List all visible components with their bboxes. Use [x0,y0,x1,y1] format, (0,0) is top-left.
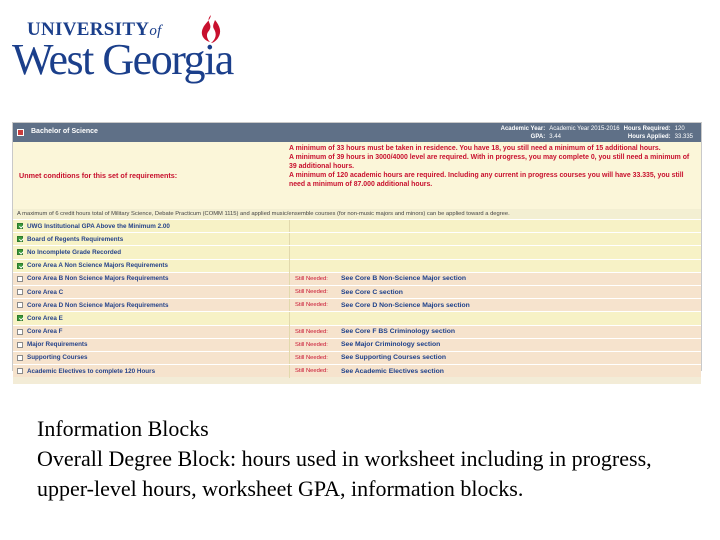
requirement-name[interactable]: No Incomplete Grade Recorded [27,248,122,256]
collapse-icon[interactable] [17,129,24,136]
still-needed-label: Still Needed: [295,275,328,282]
checked-box-icon [17,223,23,229]
logo-west-georgia-text: West Georgia [12,35,233,84]
unchecked-box-icon [17,355,23,361]
column-divider [289,312,290,325]
unmet-message: A minimum of 33 hours must be taken in residence. You have 18, you still need a minimum of 15 additional hours. [289,145,661,152]
unmet-conditions [13,142,701,209]
requirement-name[interactable]: Core Area A Non Science Majors Requirements [27,262,169,270]
checked-box-icon [17,263,23,269]
logo-university-text: UNIVERSITYof [27,19,162,40]
academic-year-label: Academic Year: [500,126,546,132]
still-needed-label: Still Needed: [295,354,328,361]
see-section-link[interactable]: See Core F BS Criminology section [341,328,456,336]
requirement-name[interactable]: Core Area C [27,288,64,296]
academic-year-value: Academic Year 2015-2016 [549,126,620,132]
requirement-name[interactable]: Board of Regents Requirements [27,235,124,243]
still-needed-label: Still Needed: [295,328,328,335]
column-divider [289,365,290,378]
still-needed-label: Still Needed: [295,289,328,296]
block-meta [499,125,695,141]
column-divider [289,299,290,312]
hours-required-label: Hours Required: [623,126,671,132]
unchecked-box-icon [17,368,23,374]
requirement-row[interactable] [13,364,701,377]
unmet-conditions-label: Unmet conditions for this set of requirements: [19,171,178,180]
unchecked-box-icon [17,276,23,282]
column-divider [289,233,290,246]
caption-title: Information Blocks [37,416,209,441]
gpa-label: GPA: [530,134,546,140]
unchecked-box-icon [17,329,23,335]
block-note: A maximum of 6 credit hours total of Military Science, Debate Practicum (COMM 1115) and applied music/ensemble courses (for non-music majors and minors) can be applied toward a degree. [13,209,701,219]
unchecked-box-icon [17,289,23,295]
gpa-value: 3.44 [549,134,561,140]
still-needed-label: Still Needed: [295,302,328,309]
hours-applied-label: Hours Applied: [627,134,671,140]
see-section-link[interactable]: See Major Criminology section [341,341,441,349]
requirement-row[interactable] [13,245,701,258]
unmet-message: A minimum of 39 hours in 3000/4000 level are required. With in progress, you may complete 0, you still need a minimum of 39 additional hours. [289,154,690,170]
requirement-row[interactable] [13,351,701,364]
requirement-row[interactable] [13,325,701,338]
requirement-list [13,219,701,377]
unmet-message: A minimum of 120 academic hours are required. Including any current in progress courses you will have 33.335, you still need a minimum of 87.000 additional hours. [289,172,684,188]
checked-box-icon [17,315,23,321]
block-footer [13,377,701,384]
column-divider [289,338,290,351]
requirement-row[interactable] [13,232,701,245]
column-divider [289,351,290,364]
column-divider [289,286,290,299]
requirement-row[interactable] [13,311,701,324]
unchecked-box-icon [17,342,23,348]
checked-box-icon [17,249,23,255]
see-section-link[interactable]: See Core D Non-Science Majors section [341,301,470,309]
requirement-row[interactable] [13,338,701,351]
requirement-row[interactable] [13,272,701,285]
requirement-name[interactable]: UWG Institutional GPA Above the Minimum 2.00 [27,222,170,230]
column-divider [289,246,290,259]
requirement-name[interactable]: Academic Electives to complete 120 Hours [27,367,156,375]
hours-required-value: 120 [674,126,685,132]
see-section-link[interactable]: See Academic Electives section [341,367,444,375]
requirement-name[interactable]: Core Area F [27,328,63,336]
requirement-row[interactable] [13,219,701,232]
requirement-name[interactable]: Supporting Courses [27,354,88,362]
university-logo [12,14,252,86]
column-divider [289,259,290,272]
still-needed-label: Still Needed: [295,341,328,348]
column-divider [289,272,290,285]
requirement-name[interactable]: Major Requirements [27,341,88,349]
see-section-link[interactable]: See Supporting Courses section [341,354,446,362]
requirement-row[interactable] [13,285,701,298]
block-title: Bachelor of Science [31,128,98,135]
see-section-link[interactable]: See Core C section [341,288,403,296]
unchecked-box-icon [17,302,23,308]
slide-caption [37,414,697,504]
block-header [13,123,701,142]
see-section-link[interactable]: See Core B Non-Science Major section [341,275,467,283]
requirement-name[interactable]: Core Area E [27,314,63,322]
unmet-messages [289,144,697,189]
caption-body: Overall Degree Block: hours used in worksheet including in progress, upper-level hours, worksheet GPA, information blocks. [37,446,652,501]
requirement-name[interactable]: Core Area D Non Science Majors Requirements [27,301,169,309]
requirement-row[interactable] [13,298,701,311]
requirement-row[interactable] [13,259,701,272]
checked-box-icon [17,236,23,242]
degree-worksheet-block [12,122,702,375]
column-divider [289,220,290,233]
still-needed-label: Still Needed: [295,368,328,375]
column-divider [289,325,290,338]
requirement-name[interactable]: Core Area B Non Science Majors Requirements [27,275,169,283]
hours-applied-value: 33.335 [674,134,693,140]
